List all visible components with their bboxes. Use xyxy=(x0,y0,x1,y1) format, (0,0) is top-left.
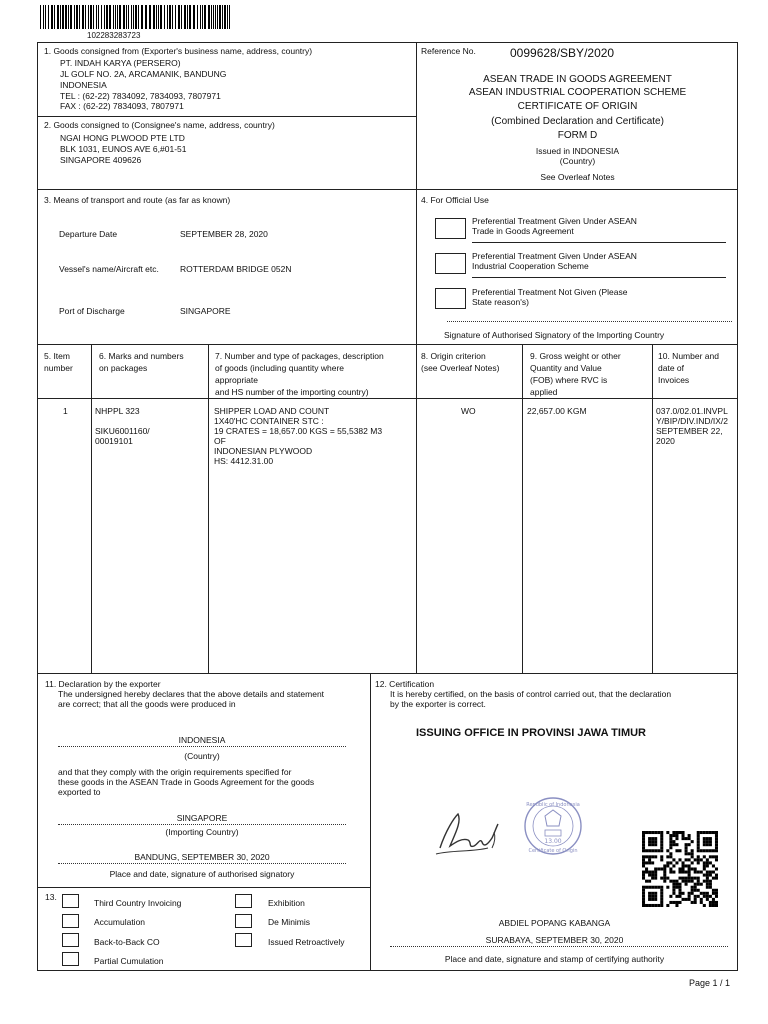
stamp-top-text: Republic of Indonesia xyxy=(526,802,580,808)
declaration-text-1: The undersigned hereby declares that the above details and statement are correct; that all the goods were produced in xyxy=(58,689,325,709)
de-minimis-checkbox[interactable] xyxy=(235,914,252,928)
third-country-label: Third Country Invoicing xyxy=(94,898,182,908)
consignee-address1: BLK 1031, EUNOS AVE 6,#01-51 xyxy=(60,144,187,154)
declaration-country-label: (Country) xyxy=(184,751,220,761)
issued-in: Issued in INDONESIA xyxy=(535,146,620,156)
barcode xyxy=(40,5,231,29)
partial-cumulation-label: Partial Cumulation xyxy=(94,956,164,966)
exporter-name: PT. INDAH KARYA (PERSERO) xyxy=(60,58,181,68)
col-marks-header: 6. Marks and numbers on packages xyxy=(99,351,184,373)
consignee-name: NGAI HONG PLWOOD PTE LTD xyxy=(60,133,185,143)
declaration-importing-country: SINGAPORE xyxy=(176,813,228,823)
issued-country-label: (Country) xyxy=(559,156,596,166)
marks-value: NHPPL 323 SIKU6001160/ 00019101 xyxy=(95,406,150,446)
description-value: SHIPPER LOAD AND COUNT 1X40'HC CONTAINER STC : 19 CRATES = 18,657.00 KGS = 55,5382 M3 OF INDONESIAN PLYWOOD HS: 4412.31.00 xyxy=(214,406,383,466)
col-weight-header: 9. Gross weight or other Quantity and Value (FOB) where RVC is applied xyxy=(530,351,621,397)
weight-value: 22,657.00 KGM xyxy=(527,406,587,416)
title-line1: ASEAN TRADE IN GOODS AGREEMENT xyxy=(483,74,672,85)
col-description-header: 7. Number and type of packages, description of goods (including quantity where appropriate and HS number of the importing country) xyxy=(215,351,384,397)
qr-code xyxy=(642,831,718,907)
title-line4: (Combined Declaration and Certificate) xyxy=(491,116,664,127)
form-name: FORM D xyxy=(557,130,598,141)
accumulation-checkbox[interactable] xyxy=(62,914,79,928)
box11-label: 11. Declaration by the exporter xyxy=(45,679,161,689)
reference-label: Reference No. xyxy=(421,46,476,56)
exhibition-checkbox[interactable] xyxy=(235,894,252,908)
issued-retroactively-checkbox[interactable] xyxy=(235,933,252,947)
col-origin-header: 8. Origin criterion (see Overleaf Notes) xyxy=(421,351,500,373)
accumulation-label: Accumulation xyxy=(94,917,146,927)
invoice-value: 037.0/02.01.INVPL Y/BIP/DIV.IND/IX/2 SEPTEMBER 22, 2020 xyxy=(656,406,728,446)
back-to-back-label: Back-to-Back CO xyxy=(94,937,160,947)
back-to-back-checkbox[interactable] xyxy=(62,933,79,947)
box13-label: 13. xyxy=(45,892,57,902)
official-use-option-1: Preferential Treatment Given Under ASEAN Trade in Goods Agreement xyxy=(472,216,637,236)
certification-place-date: SURABAYA, SEPTEMBER 30, 2020 xyxy=(485,935,624,945)
official-use-checkbox-1[interactable] xyxy=(435,218,466,239)
col-invoice-header: 10. Number and date of Invoices xyxy=(658,351,719,385)
col-item-header: 5. Item number xyxy=(44,351,73,373)
certification-place-label: Place and date, signature and stamp of certifying authority xyxy=(444,954,665,964)
de-minimis-label: De Minimis xyxy=(268,917,311,927)
declaration-text-2: and that they comply with the origin requirements specified for these goods in the ASEAN Trade in Goods Agreement for the goods exported to xyxy=(58,767,315,797)
title-line2: ASEAN INDUSTRIAL COOPERATION SCHEME xyxy=(468,87,687,98)
official-use-option-2: Preferential Treatment Given Under ASEAN Industrial Cooperation Scheme xyxy=(472,251,637,271)
official-stamp xyxy=(515,796,591,856)
box12-label: 12. Certification xyxy=(375,679,435,689)
vessel-value: ROTTERDAM BRIDGE 052N xyxy=(180,264,292,274)
see-overleaf: See Overleaf Notes xyxy=(540,172,615,182)
box3-label: 3. Means of transport and route (as far as known) xyxy=(44,195,231,205)
exporter-tel: TEL : (62-22) 7834092, 7834093, 7807971 xyxy=(60,91,221,101)
barcode-number: 102283283723 xyxy=(87,31,141,40)
exporter-address2: INDONESIA xyxy=(60,80,107,90)
departure-value: SEPTEMBER 28, 2020 xyxy=(180,229,268,239)
partial-cumulation-checkbox[interactable] xyxy=(62,952,79,966)
declaration-place-date: BANDUNG, SEPTEMBER 30, 2020 xyxy=(134,852,270,862)
item-number: 1 xyxy=(63,406,68,416)
port-value: SINGAPORE xyxy=(180,306,231,316)
declaration-importing-label: (Importing Country) xyxy=(165,827,239,837)
exporter-fax: FAX : (62-22) 7834093, 7807971 xyxy=(60,101,184,111)
reference-number: 0099628/SBY/2020 xyxy=(510,46,615,60)
vessel-label: Vessel's name/Aircraft etc. xyxy=(59,264,159,274)
page-indicator: Page 1 / 1 xyxy=(689,978,731,988)
signature-image xyxy=(432,808,512,860)
issued-retroactively-label: Issued Retroactively xyxy=(268,937,345,947)
official-use-checkbox-3[interactable] xyxy=(435,288,466,309)
official-use-checkbox-2[interactable] xyxy=(435,253,466,274)
importing-signatory-label: Signature of Authorised Signatory of the Importing Country xyxy=(444,330,665,340)
box4-label: 4. For Official Use xyxy=(421,195,489,205)
departure-label: Departure Date xyxy=(59,229,118,239)
exhibition-label: Exhibition xyxy=(268,898,305,908)
declaration-place-label: Place and date, signature of authorised signatory xyxy=(109,869,295,879)
exporter-address1: JL GOLF NO. 2A, ARCAMANIK, BANDUNG xyxy=(60,69,227,79)
official-use-option-3: Preferential Treatment Not Given (Please State reason's) xyxy=(472,287,628,307)
box2-label: 2. Goods consigned to (Consignee's name, address, country) xyxy=(44,120,275,130)
certification-text: It is hereby certified, on the basis of control carried out, that the declaration by the exporter is correct. xyxy=(390,689,672,709)
origin-value: WO xyxy=(461,406,476,416)
certifying-signatory: ABDIEL POPANG KABANGA xyxy=(498,918,611,928)
third-country-checkbox[interactable] xyxy=(62,894,79,908)
title-line3: CERTIFICATE OF ORIGIN xyxy=(517,101,638,112)
port-label: Port of Discharge xyxy=(59,306,125,316)
stamp-bottom-text: Certificate of Origin xyxy=(528,848,578,854)
issuing-office: ISSUING OFFICE IN PROVINSI JAWA TIMUR xyxy=(416,727,647,739)
box1-label: 1. Goods consigned from (Exporter's business name, address, country) xyxy=(44,46,313,56)
consignee-address2: SINGAPORE 409626 xyxy=(60,155,142,165)
stamp-value: 13.00 xyxy=(544,838,562,845)
declaration-country: INDONESIA xyxy=(178,735,226,745)
